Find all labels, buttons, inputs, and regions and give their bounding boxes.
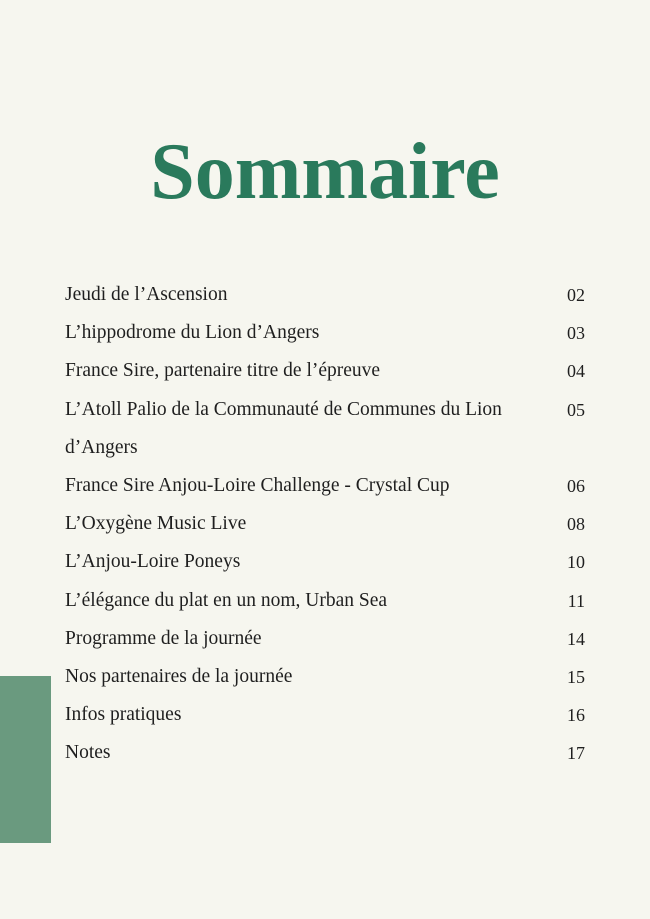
toc-entry-label: France Sire Anjou-Loire Challenge - Crystal Cup [65, 475, 450, 497]
toc-entry-infos-pratiques[interactable] [65, 696, 585, 734]
toc-entry-page-number: 05 [567, 399, 585, 420]
toc-entry-crystal-cup[interactable] [65, 467, 585, 505]
toc-entry-label: Jeudi de l’Ascension [65, 284, 228, 305]
toc-entry-label: L’élégance du plat en un nom, Urban Sea [65, 589, 388, 611]
toc-entry-page-number: 15 [567, 667, 585, 688]
toc-entry-label: Notes [65, 742, 111, 764]
toc-entry-label: Programme de la journée [65, 627, 262, 649]
toc-entry-france-sire-partenaire[interactable] [65, 352, 585, 390]
toc-entry-page-number: 16 [567, 705, 585, 726]
toc-entry-page-number: 17 [567, 743, 585, 764]
toc-entry-atoll-palio[interactable] [65, 391, 585, 467]
decorative-side-bar [0, 676, 51, 843]
toc-entry-label: L’Oxygène Music Live [65, 513, 247, 535]
toc-entry-label: Infos pratiques [65, 704, 182, 726]
toc-entry-partenaires[interactable] [65, 658, 585, 696]
toc-entry-page-number: 04 [567, 361, 585, 382]
toc-entry-label: France Sire, partenaire titre de l’épreuve [65, 360, 381, 382]
toc-entry-label: L’Anjou-Loire Poneys [65, 551, 241, 573]
toc-entry-page-number: 08 [567, 514, 585, 535]
toc-entry-page-number: 11 [567, 590, 585, 611]
toc-entry-page-number: 06 [567, 476, 585, 497]
toc-entry-page-number: 03 [567, 323, 585, 344]
toc-entry-notes[interactable] [65, 734, 585, 772]
toc-entry-programme[interactable] [65, 620, 585, 658]
toc-entry-oxygene-music-live[interactable] [65, 505, 585, 543]
toc-entry-urban-sea[interactable] [65, 582, 585, 620]
table-of-contents [65, 276, 585, 773]
toc-entry-anjou-loire-poneys[interactable] [65, 543, 585, 581]
toc-entry-page-number: 02 [567, 285, 585, 305]
page-title: Sommaire [150, 128, 500, 216]
toc-entry-jeudi-ascension[interactable] [65, 276, 585, 314]
toc-entry-label: L’Atoll Palio de la Communauté de Communes du Lion d’Angers [65, 398, 502, 458]
toc-entry-page-number: 10 [567, 552, 585, 573]
toc-entry-label: L’hippodrome du Lion d’Angers [65, 322, 320, 344]
toc-entry-label: Nos partenaires de la journée [65, 666, 293, 688]
toc-entry-page-number: 14 [567, 628, 585, 649]
toc-entry-hippodrome[interactable] [65, 314, 585, 352]
